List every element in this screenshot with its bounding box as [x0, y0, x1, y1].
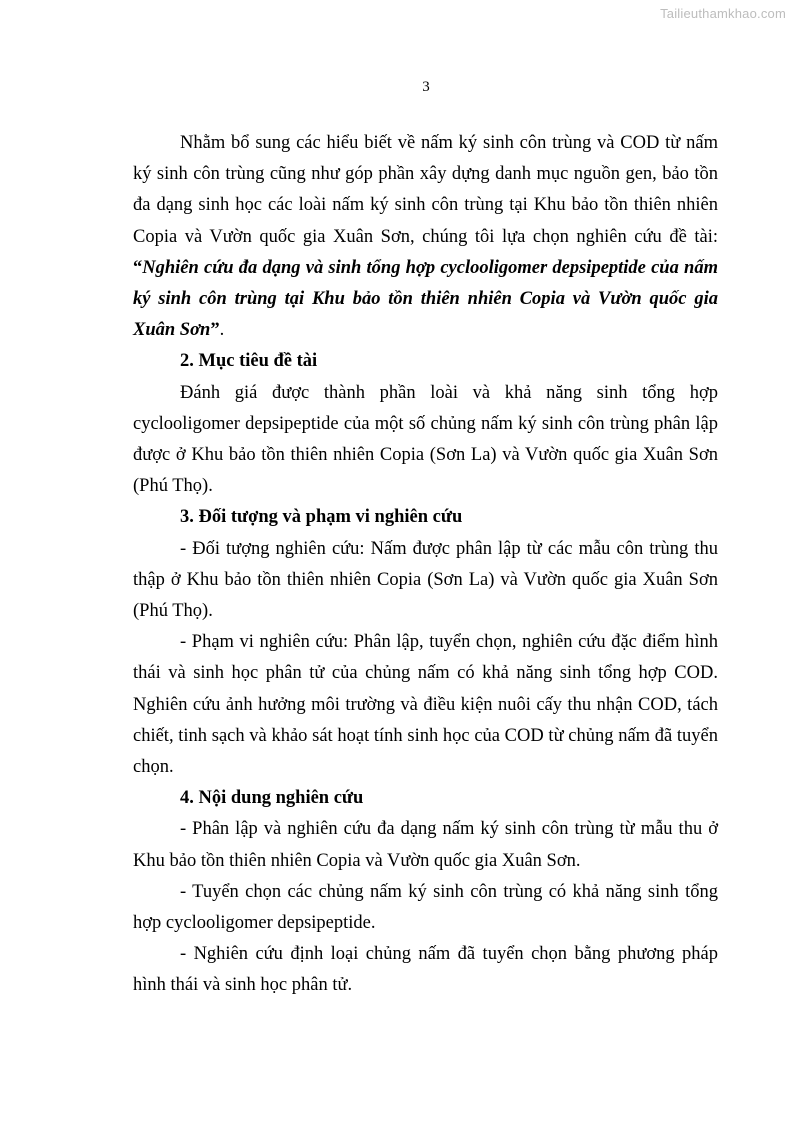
section-heading-content: 4. Nội dung nghiên cứu — [180, 788, 364, 809]
page-number: 3 — [422, 79, 430, 95]
intro-text: Nhằm bổ sung các hiểu biết về nấm ký sinh côn trùng và COD từ nấm ký sinh côn trùng cũng như góp phần xây dựng danh mục nguồn gen, bảo tồn đa dạng sinh học các loài nấm ký sinh côn trùng tại Khu bảo tồn thiên nhiên Copia và Vườn quốc gia Xuân Sơn, chúng tôi lựa chọn nghiên cứu đề tài: — [133, 133, 718, 247]
content-item: - Tuyển chọn các chủng nấm ký sinh côn trùng có khả năng sinh tổng hợp cyclooligomer depsipeptide. — [133, 881, 718, 934]
intro-paragraph — [133, 128, 718, 346]
watermark-text: Tailieuthamkhao.com — [660, 6, 786, 21]
quote-close: ” — [210, 320, 220, 341]
scope-item: - Đối tượng nghiên cứu: Nấm được phân lập từ các mẫu côn trùng thu thập ở Khu bảo tồn thiên nhiên Copia (Sơn La) và Vườn quốc gia Xuân Sơn (Phú Thọ). — [133, 538, 718, 622]
content-item: - Nghiên cứu định loại chủng nấm đã tuyển chọn bằng phương pháp hình thái và sinh học phân tử. — [133, 944, 718, 996]
research-title: Nghiên cứu đa dạng và sinh tổng hợp cyclooligomer depsipeptide của nấm ký sinh côn trùng tại Khu bảo tồn thiên nhiên Copia và Vườn quốc gia Xuân Sơn — [133, 257, 718, 341]
intro-end: . — [219, 320, 225, 341]
content-item: - Phân lập và nghiên cứu đa dạng nấm ký sinh côn trùng từ mẫu thu ở Khu bảo tồn thiên nhiên Copia và Vườn quốc gia Xuân Sơn. — [133, 819, 718, 871]
quote-open: “ — [133, 257, 143, 278]
scope-item: - Phạm vi nghiên cứu: Phân lập, tuyển chọn, nghiên cứu đặc điểm hình thái và sinh học phân tử của chủng nấm có khả năng sinh tổng hợp COD. Nghiên cứu ảnh hưởng môi trường và điều kiện nuôi cấy thu nhận COD, tách chiết, tinh sạch và khảo sát hoạt tính sinh học của COD từ chủng nấm đã tuyển chọn. — [133, 632, 718, 778]
document-body — [133, 128, 718, 1002]
section-heading-scope: 3. Đối tượng và phạm vi nghiên cứu — [180, 507, 463, 528]
section-heading-objectives: 2. Mục tiêu đề tài — [180, 351, 318, 372]
objectives-paragraph: Đánh giá được thành phần loài và khả năng sinh tổng hợp cyclooligomer depsipeptide của một số chủng nấm ký sinh côn trùng phân lập được ở Khu bảo tồn thiên nhiên Copia (Sơn La) và Vườn quốc gia Xuân Sơn (Phú Thọ). — [133, 382, 718, 497]
